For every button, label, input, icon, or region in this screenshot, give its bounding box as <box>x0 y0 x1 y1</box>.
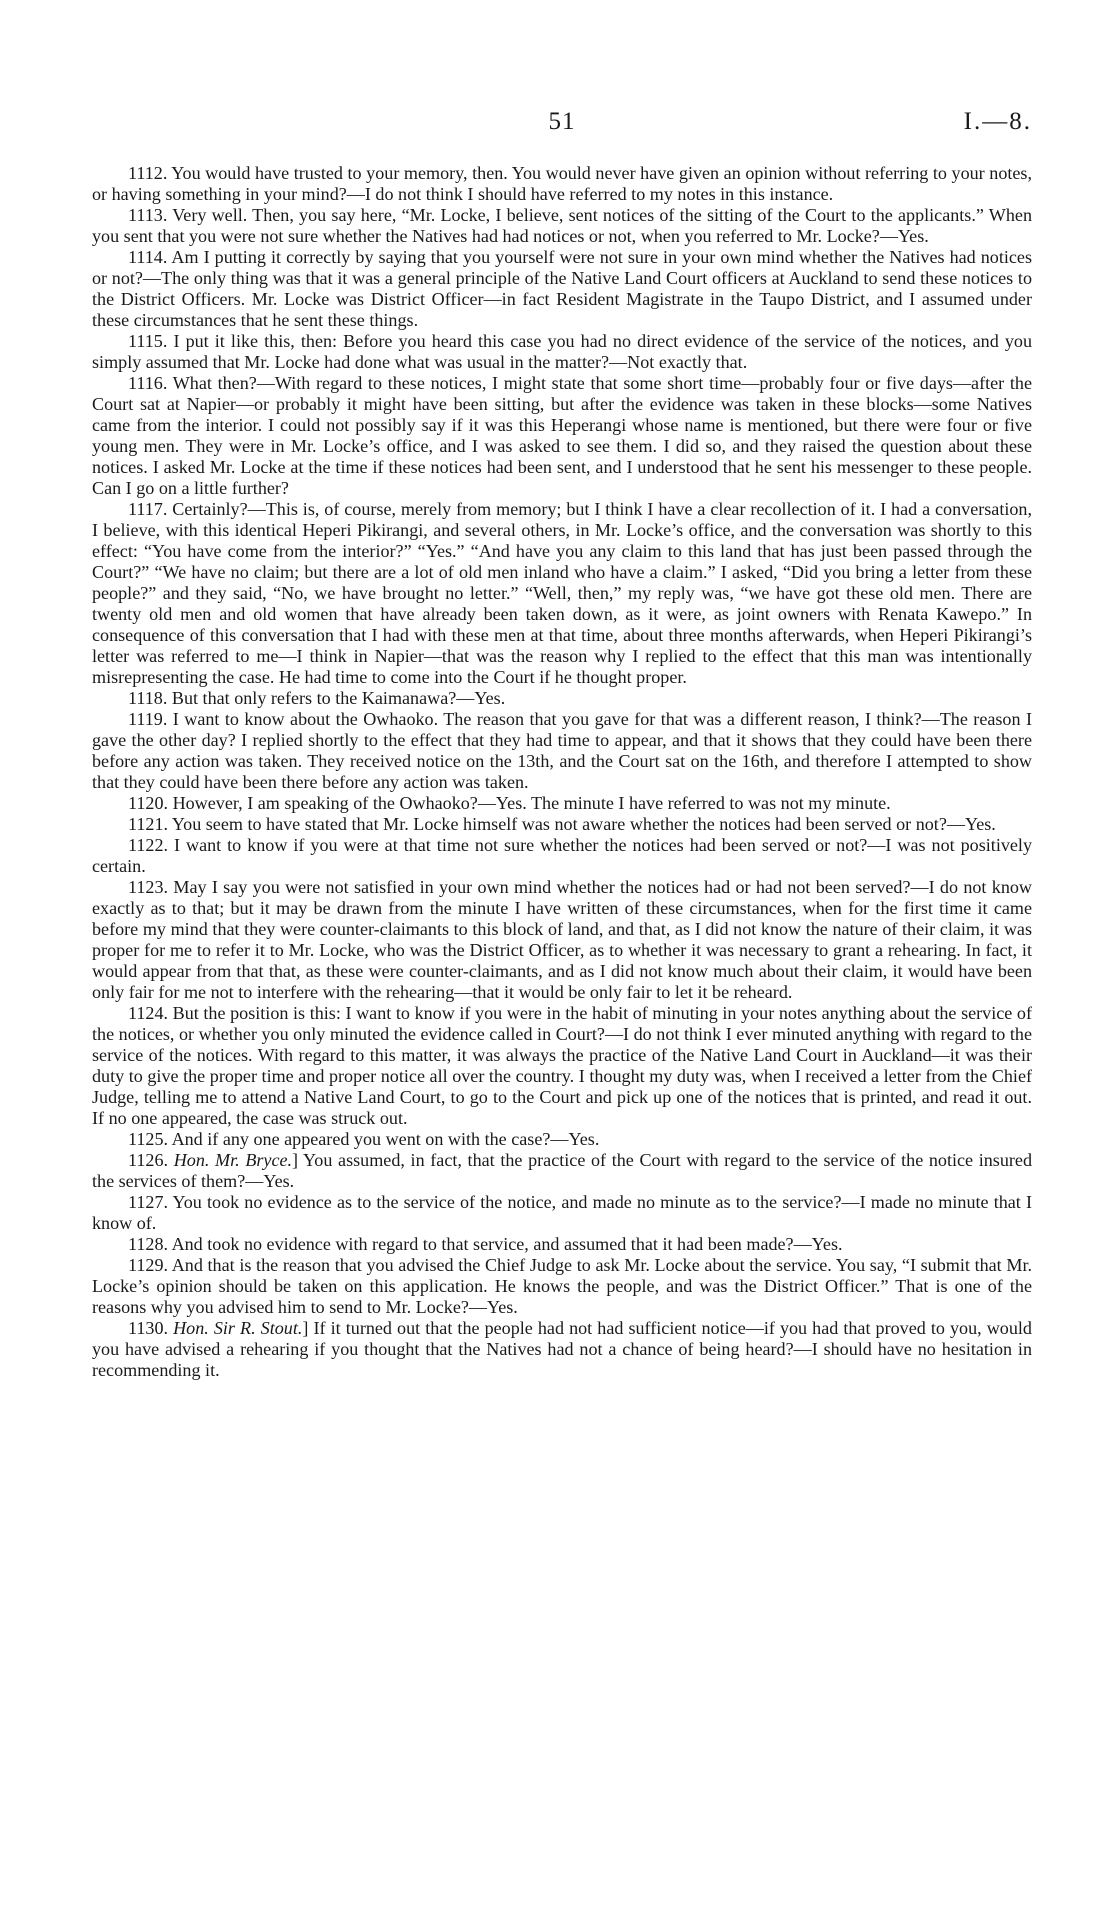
question-number: 1126. <box>128 1150 174 1170</box>
paragraph-1119: 1119. I want to know about the Owhaoko. The reason that you gave for that was a different reason, I think?—The reason I gave the other day? I replied shortly to the effect that they had time to appear, and that it shows that they could have been there before any action was taken. They received notice on the 13th, and the Court sat on the 16th, and therefore I attempted to show that they could have been there before any action was taken. <box>92 709 1032 792</box>
paragraph-1121: 1121. You seem to have stated that Mr. Locke himself was not aware whether the notices had been served or not?—Yes. <box>128 814 996 834</box>
page-number: 51 <box>548 108 576 135</box>
paragraph-1116: 1116. What then?—With regard to these notices, I might state that some short time—probably four or five days—after the Court sat at Napier—or probably it might have been sitting, but after the evidence was taken in these blocks—some Natives came from the interior. I could not possibly say if it was this Heperangi whose name is mentioned, but there were four or five young men. They were in Mr. Locke’s office, and I was asked to see them. I did so, and they raised the question about these notices. I asked Mr. Locke at the time if these notices had been sent, and I understood that he sent his messenger to these people. Can I go on a little further? <box>92 373 1032 498</box>
paragraph-1118: 1118. But that only refers to the Kaimanawa?—Yes. <box>128 688 506 708</box>
paragraph-1123: 1123. May I say you were not satisfied in your own mind whether the notices had or had not been served?—I do not know exactly as to that; but it may be drawn from the minute I have written of these circumstances, when for the first time it came before my mind that they were counter-claimants to this block of land, and that, as I did not know the nature of their claim, it was proper for me to refer it to Mr. Locke, who was the District Officer, as to whether it was necessary to grant a rehearing. In fact, it would appear from that that, as these were counter-claimants, and as I did not know much about their claim, it would have been only fair for me not to interfere with the rehearing—that it would be only fair to let it be reheard. <box>92 877 1032 1002</box>
page-header <box>92 108 1032 142</box>
paragraph-text: ] You assumed, in fact, that the practice of the Court with regard to the service of the notice insured the services of them?—Yes. <box>92 1150 1032 1191</box>
paragraph-text: ] If it turned out that the people had not had sufficient notice—if you had that proved to you, would you have advised a rehearing if you thought that the Natives had not a chance of being heard?—I should have no hesitation in recommending it. <box>92 1318 1032 1380</box>
paragraph-1128: 1128. And took no evidence with regard to that service, and assumed that it had been made?—Yes. <box>128 1234 843 1254</box>
speaker-name: Hon. Mr. Bryce. <box>173 1150 293 1170</box>
paragraph-1130 <box>92 1318 1032 1381</box>
paragraph-1126 <box>92 1150 1032 1192</box>
paragraph-1127: 1127. You took no evidence as to the service of the notice, and made no minute as to the service?—I made no minute that I know of. <box>92 1192 1032 1233</box>
question-number: 1130. <box>128 1318 174 1338</box>
paragraph-1120: 1120. However, I am speaking of the Owhaoko?—Yes. The minute I have referred to was not my minute. <box>128 793 891 813</box>
speaker-name: Hon. Sir R. Stout. <box>173 1318 303 1338</box>
paragraph-1112: 1112. You would have trusted to your memory, then. You would never have given an opinion without referring to your notes, or having something in your mind?—I do not think I should have referred to my notes in this instance. <box>92 163 1032 204</box>
paragraph-1125: 1125. And if any one appeared you went on with the case?—Yes. <box>128 1129 600 1149</box>
paragraph-1124: 1124. But the position is this: I want to know if you were in the habit of minuting in your notes anything about the service of the notices, or whether you only minuted the evidence called in Court?—I do not think I ever minuted anything with regard to the service of the notices. With regard to this matter, it was always the practice of the Native Land Court in Auckland—it was their duty to give the proper time and proper notice all over the country. I thought my duty was, when I received a letter from the Chief Judge, telling me to attend a Native Land Court, to go to the Court and pick up one of the notices that is printed, and read it out. If no one appeared, the case was struck out. <box>92 1003 1032 1128</box>
transcript-body <box>92 163 1032 1381</box>
paragraph-1122: 1122. I want to know if you were at that time not sure whether the notices had been served or not?—I was not positively certain. <box>92 835 1032 876</box>
paragraph-1129: 1129. And that is the reason that you advised the Chief Judge to ask Mr. Locke about the service. You say, “I submit that Mr. Locke’s opinion should be taken on this application. He knows the people, and was the District Officer.” That is one of the reasons why you advised him to send to Mr. Locke?—Yes. <box>92 1255 1032 1317</box>
paragraph-1117: 1117. Certainly?—This is, of course, merely from memory; but I think I have a clear recollection of it. I had a conversation, I believe, with this identical Heperi Pikirangi, and several others, in Mr. Locke’s office, and the conversation was shortly to this effect: “You have come from the interior?” “Yes.” “And have you any claim to this land that has just been passed through the Court?” “We have no claim; but there are a lot of old men inland who have a claim.” I asked, “Did you bring a letter from these people?” and they said, “No, we have brought no letter.” “Well, then,” my reply was, “we have got these old men. There are twenty old men and old women that have already been taken down, as it were, as joint owners with Renata Kawepo.” In consequence of this conversation that I had with these men at that time, about three months afterwards, when Heperi Pikirangi’s letter was referred to me—I think in Napier—that was the reason why I replied to the effect that this man was intentionally misrepresenting the case. He had time to come into the Court if he thought proper. <box>92 499 1032 687</box>
paragraph-1115: 1115. I put it like this, then: Before you heard this case you had no direct evidence of the service of the notices, and you simply assumed that Mr. Locke had done what was usual in the matter?—Not exactly that. <box>92 331 1032 372</box>
paragraph-1114: 1114. Am I putting it correctly by saying that you yourself were not sure in your own mind whether the Natives had notices or not?—The only thing was that it was a general principle of the Native Land Court officers at Auckland to send these notices to the District Officers. Mr. Locke was District Officer—in fact Resident Magistrate in the Taupo District, and I assumed under these circumstances that he sent these things. <box>92 247 1032 330</box>
document-reference: I.—8. <box>963 108 1032 135</box>
paragraph-1113: 1113. Very well. Then, you say here, “Mr. Locke, I believe, sent notices of the sitting of the Court to the applicants.” When you sent that you were not sure whether the Natives had had notices or not, when you referred to Mr. Locke?—Yes. <box>92 205 1032 246</box>
